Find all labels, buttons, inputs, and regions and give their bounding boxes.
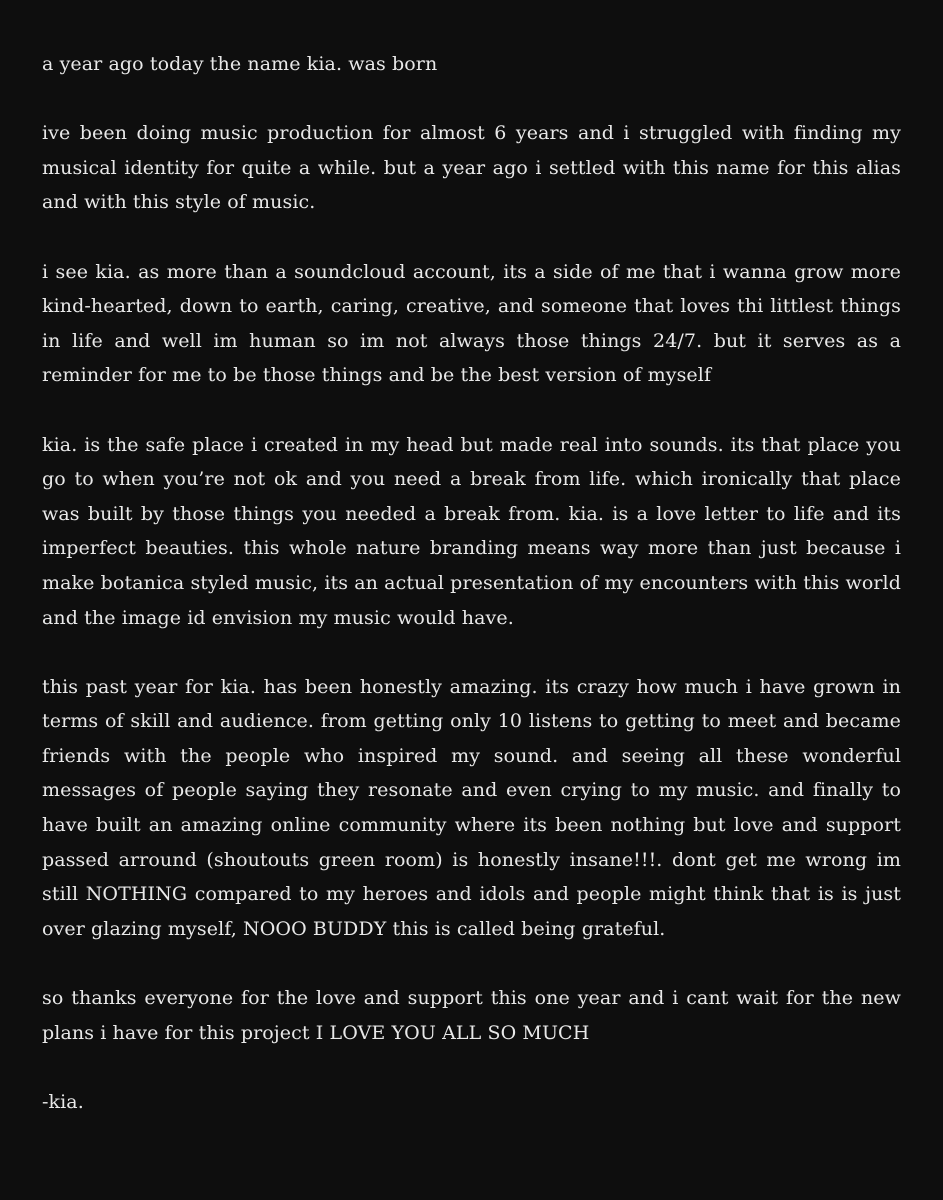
paragraph-alias-meaning: i see kia. as more than a soundcloud account, its a side of me that i wanna grow more kind-hearted, down to earth, caring, creative, and someone that loves thi littlest things in life and well im human so im not always those things 24/7. but it serves as a reminder for me to be those things and be the best version of myself — [42, 260, 901, 387]
paragraph-safe-place: kia. is the safe place i created in my head but made real into sounds. its that place you go to when you’re not ok and you need a break from life. which ironically that place was built by those things you needed a break from. kia. is a love letter to life and its imperfect beauties. this whole nature branding means way more than just because i make botanica styled music, its an actual presentation of my encounters with this world and the image id envision my music would have. — [42, 433, 901, 629]
signature: -kia. — [42, 1090, 84, 1113]
paragraph-musical-identity: ive been doing music production for almost 6 years and i struggled with finding my musical identity for quite a while. but a year ago i settled with this name for this alias and with this style of music. — [42, 122, 901, 214]
paragraph-intro: a year ago today the name kia. was born — [42, 53, 438, 75]
paragraph-past-year: this past year for kia. has been honestly amazing. its crazy how much i have grown in terms of skill and audience. from getting only 10 listens to getting to meet and became friends with the people who inspired my sound. and seeing all these wonderful messages of people saying they resonate and even crying to my music. and finally to have built an amazing online community where its been nothing but love and support passed arround (shoutouts green room) is honestly insane!!!. dont get me wrong im still NOTHING compared to my heroes and idols and people might think that is is just over glazing myself, NOOO BUDDY this is called being grateful. — [42, 675, 901, 940]
paragraph-thanks: so thanks everyone for the love and support this one year and i cant wait for the new plans i have for this project I LOVE YOU ALL SO MUCH — [42, 987, 901, 1044]
